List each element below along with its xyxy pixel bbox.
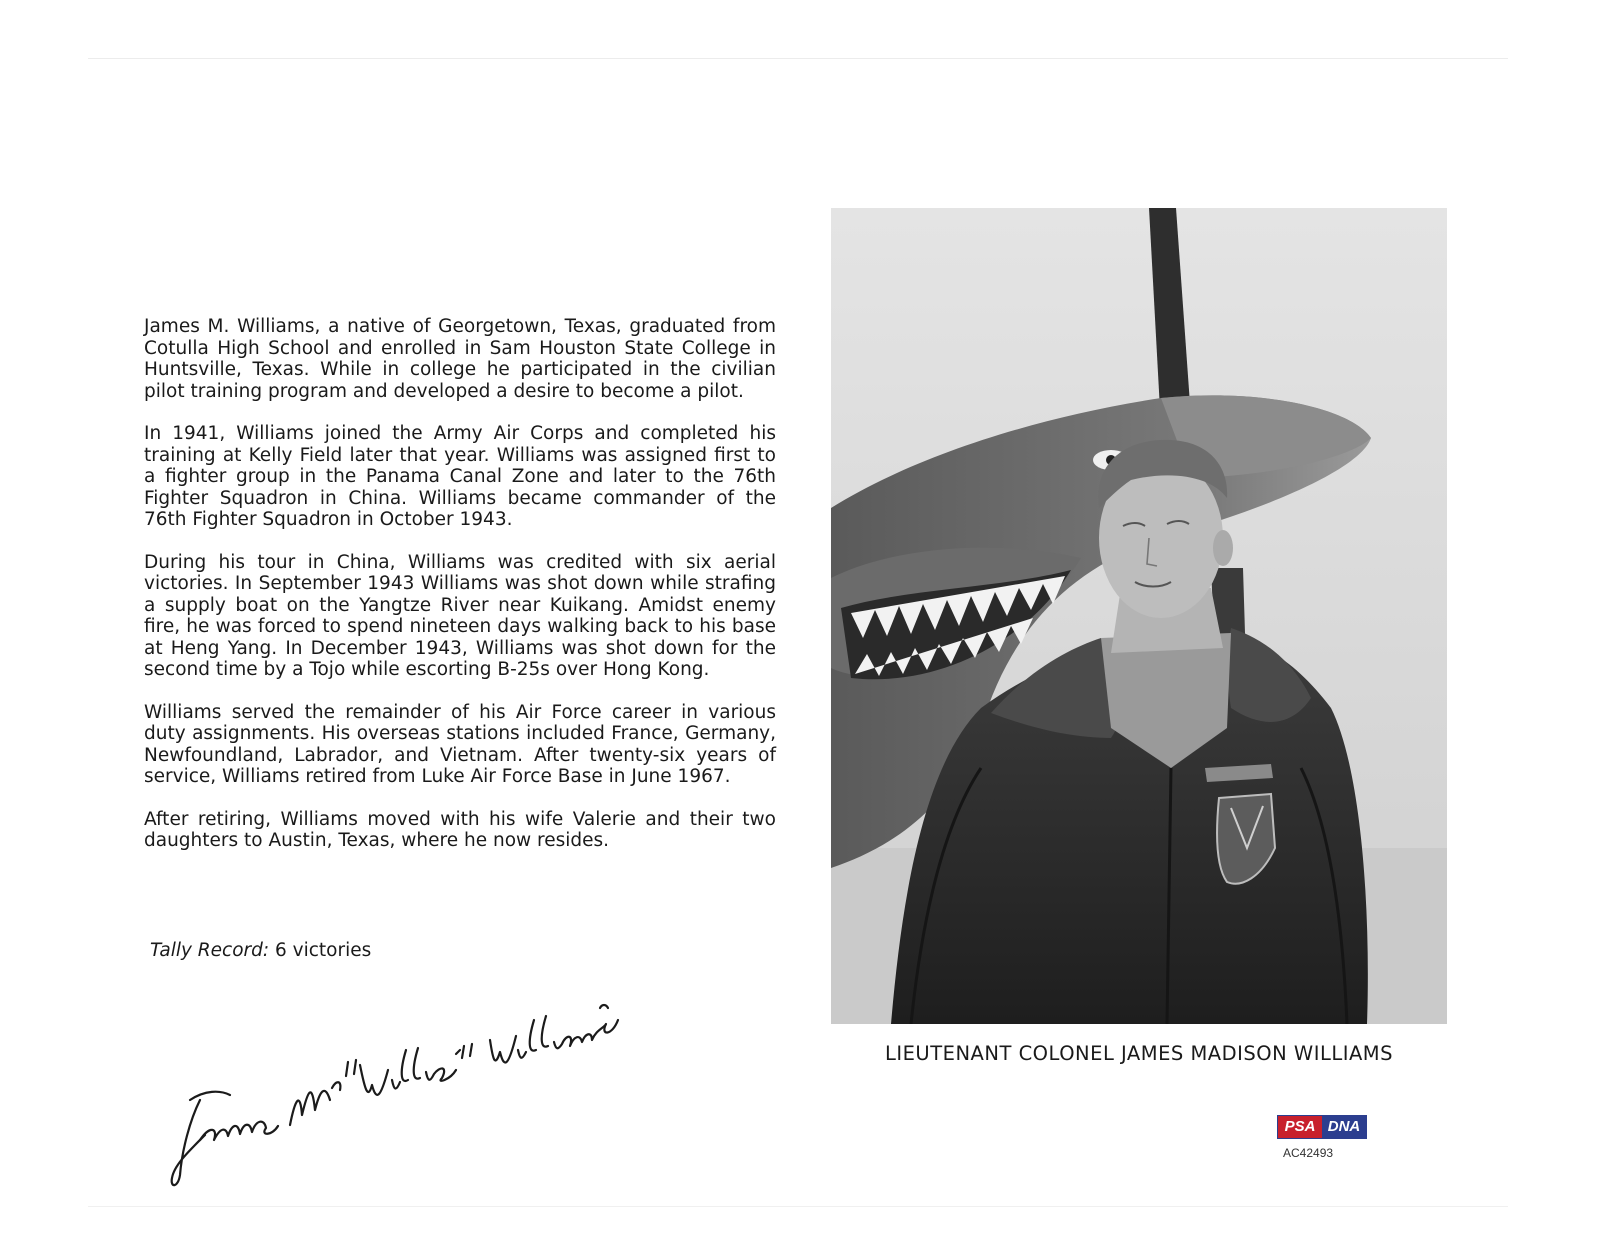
biography-text [144,316,776,873]
bio-paragraph: James M. Williams, a native of Georgetown, Texas, graduated from Cotulla High School and enrolled in Sam Houston State College in Huntsville, Texas. While in college he participated in the civilian pilot training program and developed a desire to become a pilot. [144,316,776,402]
psa-dna-logo [1277,1115,1367,1139]
dna-logo-text: DNA [1322,1116,1366,1138]
certificate-number: AC42493 [1283,1146,1334,1160]
pilot-portrait-photo [831,208,1447,1024]
handwritten-signature [160,950,630,1195]
tally-value: 6 victories [269,940,372,961]
top-divider [88,58,1508,59]
bio-paragraph: During his tour in China, Williams was credited with six aerial victories. In September 1943 Williams was shot down while strafing a supply boat on the Yangtze River near Kuikang. Amidst enemy fire, he was forced to spend nineteen days walking back to his base at Heng Yang. In December 1943, Williams was shot down for the second time by a Tojo while escorting B-25s over Hong Kong. [144,551,776,680]
psa-logo-text: PSA [1278,1116,1322,1138]
bio-paragraph: After retiring, Williams moved with his wife Valerie and their two daughters to Austin, Texas, where he now resides. [144,808,776,851]
bottom-divider [88,1206,1508,1207]
photo-caption: LIEUTENANT COLONEL JAMES MADISON WILLIAMS [885,1042,1393,1065]
tally-label: Tally Record: [150,940,270,961]
bio-paragraph: In 1941, Williams joined the Army Air Corps and completed his training at Kelly Field later that year. Williams was assigned first to a fighter group in the Panama Canal Zone and later to the 76th Fighter Squadron in China. Williams became commander of the 76th Fighter Squadron in October 1943. [144,423,776,530]
bio-paragraph: Williams served the remainder of his Air Force career in various duty assignments. His overseas stations included France, Germany, Newfoundland, Labrador, and Vietnam. After twenty-six years of service, Williams retired from Luke Air Force Base in June 1967. [144,701,776,787]
